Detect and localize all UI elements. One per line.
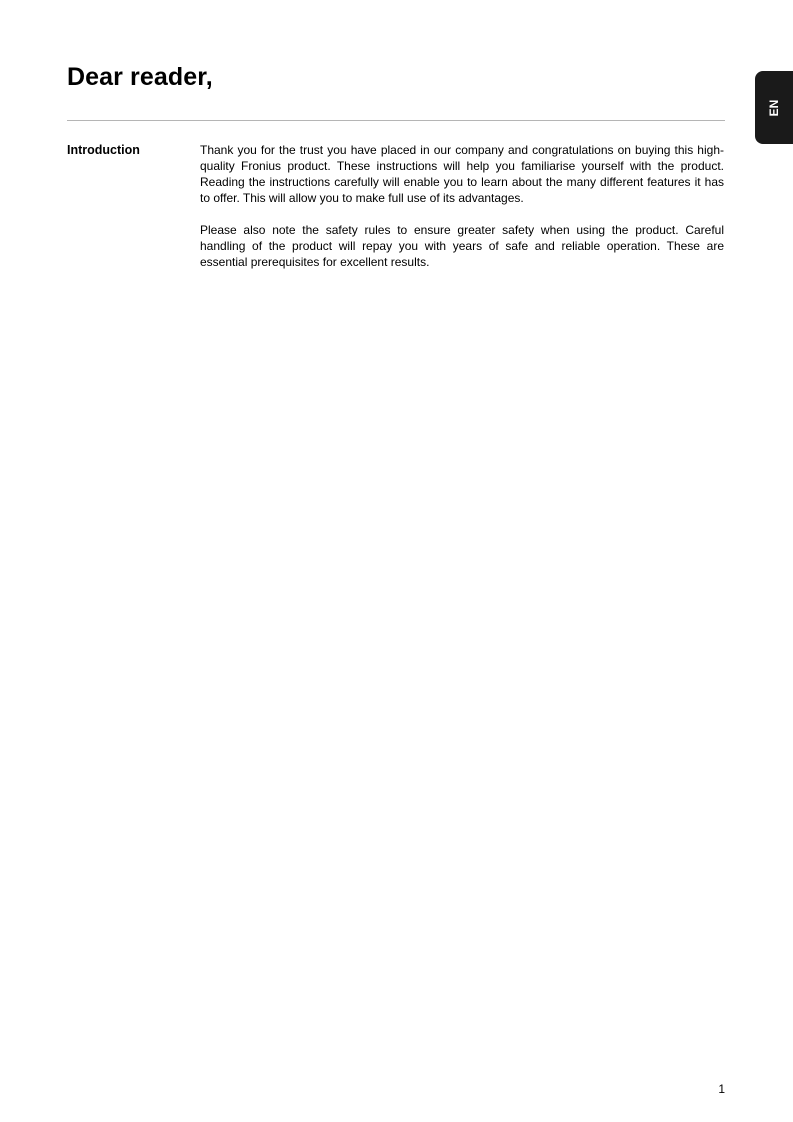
language-tab: [755, 71, 793, 144]
introduction-paragraph: Thank you for the trust you have placed in our company and congratulations on buying this high-quality Fronius product. These instructions will help you familiarise yourself with the product. Reading the instructions carefully will enable you to learn about the many different features it has to offer. This will allow you to make full use of its advantages.: [200, 143, 724, 205]
section-label-introduction: Introduction: [67, 143, 140, 157]
page-number: 1: [718, 1082, 725, 1096]
language-tab-label: EN: [767, 99, 781, 116]
introduction-paragraph: Please also note the safety rules to ensure greater safety when using the product. Careful handling of the product will repay you with years of safe and reliable operation. These are essential prerequisites for excellent results.: [200, 223, 724, 269]
page-title: Dear reader,: [67, 63, 213, 91]
title-divider: [67, 120, 725, 121]
introduction-body: [200, 142, 724, 286]
